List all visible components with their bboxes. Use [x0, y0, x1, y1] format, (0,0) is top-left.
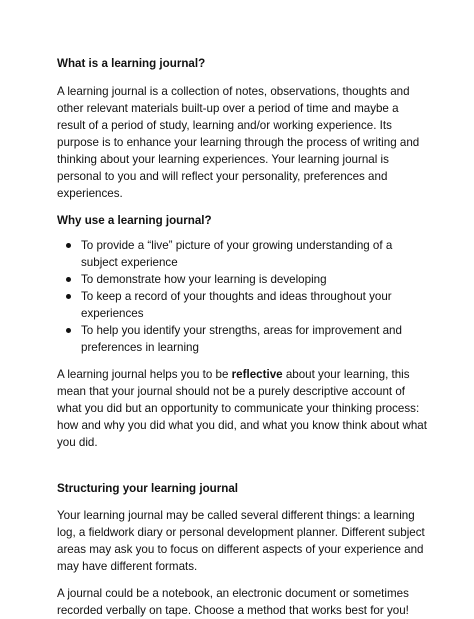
section-heading-what-is: What is a learning journal?	[57, 57, 206, 70]
bullet-dot-icon	[66, 243, 71, 248]
bullet-dot-icon	[66, 328, 71, 333]
bullet-text: To provide a “live” picture of your growing understanding of a subject experience	[81, 239, 393, 269]
document-page	[57, 55, 429, 619]
bullet-dot-icon	[66, 294, 71, 299]
bullet-item	[57, 288, 429, 322]
bullet-text: To demonstrate how your learning is developing	[81, 273, 327, 286]
paragraph-formats: A journal could be a notebook, an electronic document or sometimes recorded verbally on tape. Choose a method that works best for you!	[57, 587, 409, 617]
section-heading-structuring: Structuring your learning journal	[57, 482, 239, 495]
bullet-text: To keep a record of your thoughts and ideas throughout your experiences	[81, 290, 392, 320]
bullet-item	[57, 322, 429, 356]
paragraph-reflective-end: about your learning, this mean that your journal should not be a purely descriptive account of what you did but an opportunity to communicate your thinking process: how and why you did what you did, and what you know think about what you did.	[57, 368, 427, 449]
bullet-dot-icon	[66, 277, 71, 282]
reflective-emphasis: reflective	[231, 368, 283, 381]
paragraph-names: Your learning journal may be called several different things: a learning log, a fieldwork diary or personal development planner. Different subject areas may ask you to focus on different aspects of your experience and may have different formats.	[57, 509, 425, 573]
paragraph-definition: A learning journal is a collection of notes, observations, thoughts and other relevant materials built-up over a period of time and maybe a result of a period of study, learning and/or working experience. Its purpose is to enhance your learning through the process of writing and thinking about your learning experiences. Your learning journal is personal to you and will reflect your personality, preferences and experiences.	[57, 85, 420, 200]
bullet-text: To help you identify your strengths, areas for improvement and preferences in learning	[81, 324, 402, 354]
reasons-bullet-list	[57, 237, 429, 356]
bullet-item	[57, 237, 429, 271]
paragraph-reflective-start: A learning journal helps you to be	[57, 368, 232, 381]
section-heading-why-use: Why use a learning journal?	[57, 214, 212, 227]
bullet-item	[57, 271, 429, 288]
paragraph-reflective	[57, 366, 429, 451]
